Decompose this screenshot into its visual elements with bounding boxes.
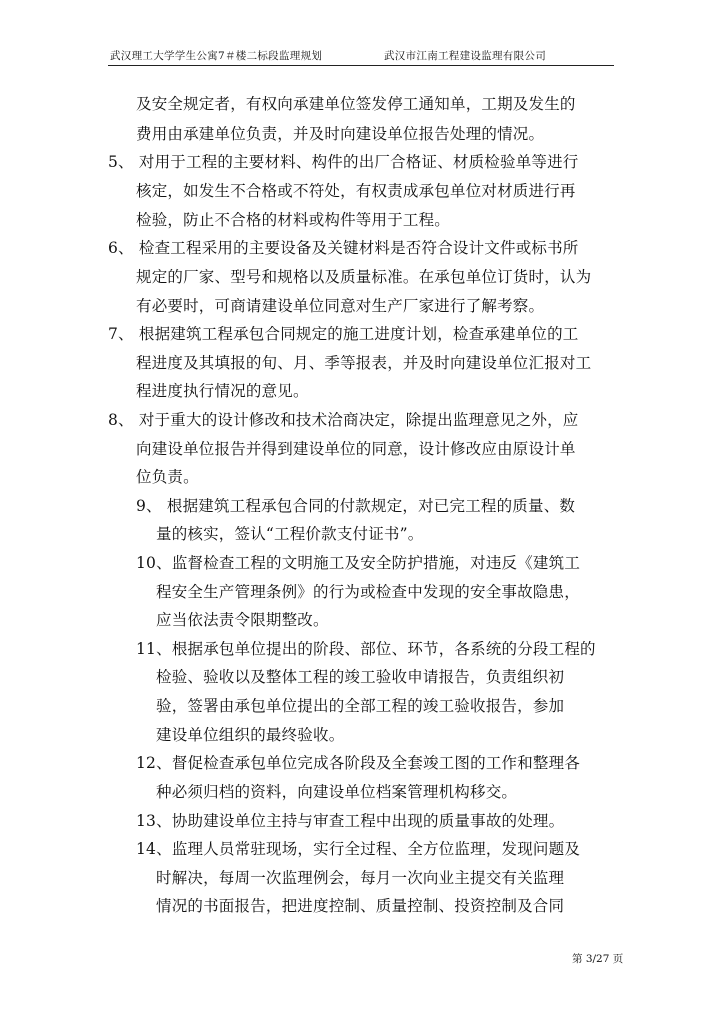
text-line: 11、根据承包单位提出的阶段、部位、环节，各系统的分段工程的 <box>136 640 596 658</box>
text-line: 情况的书面报告，把进度控制、质量控制、投资控制及合同 <box>156 897 565 915</box>
text-line: 有必要时，可商请建设单位同意对生产厂家进行了解考察。 <box>136 297 545 315</box>
text-line: 9、 根据建筑工程承包合同的付款规定，对已完工程的质量、数 <box>136 497 576 515</box>
text-line: 12、督促检查承包单位完成各阶段及全套竣工图的工作和整理各 <box>136 754 581 772</box>
text-line: 核定，如发生不合格或不符处，有权责成承包单位对材质进行再 <box>136 182 576 200</box>
text-line: 14、监理人员常驻现场，实行全过程、全方位监理，发现问题及 <box>136 840 581 858</box>
text-line: 量的核实，签认“工程价款支付证书”。 <box>156 525 424 543</box>
text-line: 检验、验收以及整体工程的竣工验收申请报告，负责组织初 <box>156 668 565 686</box>
text-line: 6、 检查工程采用的主要设备及关键材料是否符合设计文件或标书所 <box>108 239 579 257</box>
text-line: 位负责。 <box>136 468 199 486</box>
header-company-name: 武汉市江南工程建设监理有限公司 <box>384 50 546 62</box>
text-line: 建设单位组织的最终验收。 <box>156 726 345 744</box>
text-line: 时解决，每周一次监理例会，每月一次向业主提交有关监理 <box>156 869 565 887</box>
text-line: 7、 根据建筑工程承包合同规定的施工进度计划，检查承建单位的工 <box>108 325 579 343</box>
text-line: 程进度执行情况的意见。 <box>136 382 309 400</box>
text-line: 种必须归档的资料，向建设单位档案管理机构移交。 <box>156 783 518 801</box>
text-line: 13、协助建设单位主持与审查工程中出现的质量事故的处理。 <box>136 812 565 830</box>
text-line: 10、监督检查工程的文明施工及安全防护措施，对违反《建筑工 <box>136 554 581 572</box>
text-line: 费用由承建单位负责，并及时向建设单位报告处理的情况。 <box>136 125 545 143</box>
text-line: 8、 对于重大的设计修改和技术洽商决定，除提出监理意见之外，应 <box>108 411 579 429</box>
text-line: 应当依法责令限期整改。 <box>156 611 329 629</box>
header-document-title: 武汉理工大学学生公寓7＃楼二标段监理规划 <box>110 50 323 62</box>
text-line: 规定的厂家、型号和规格以及质量标准。在承包单位订货时，认为 <box>136 268 592 286</box>
text-line: 及安全规定者，有权向承建单位签发停工通知单，工期及发生的 <box>136 95 576 113</box>
text-line: 检验，防止不合格的材料或构件等用于工程。 <box>136 211 451 229</box>
text-line: 向建设单位报告并得到建设单位的同意，设计修改应由原设计单 <box>136 440 576 458</box>
text-line: 验，签署由承包单位提出的全部工程的竣工验收报告，参加 <box>156 697 565 715</box>
text-line: 5、 对用于工程的主要材料、构件的出厂合格证、材质检验单等进行 <box>108 153 579 171</box>
page-number: 第 3/27 页 <box>572 953 624 965</box>
text-line: 程进度及其填报的旬、月、季等报表，并及时向建设单位汇报对工 <box>136 354 592 372</box>
text-line: 程安全生产管理条例》的行为或检查中发现的安全事故隐患， <box>156 583 580 601</box>
